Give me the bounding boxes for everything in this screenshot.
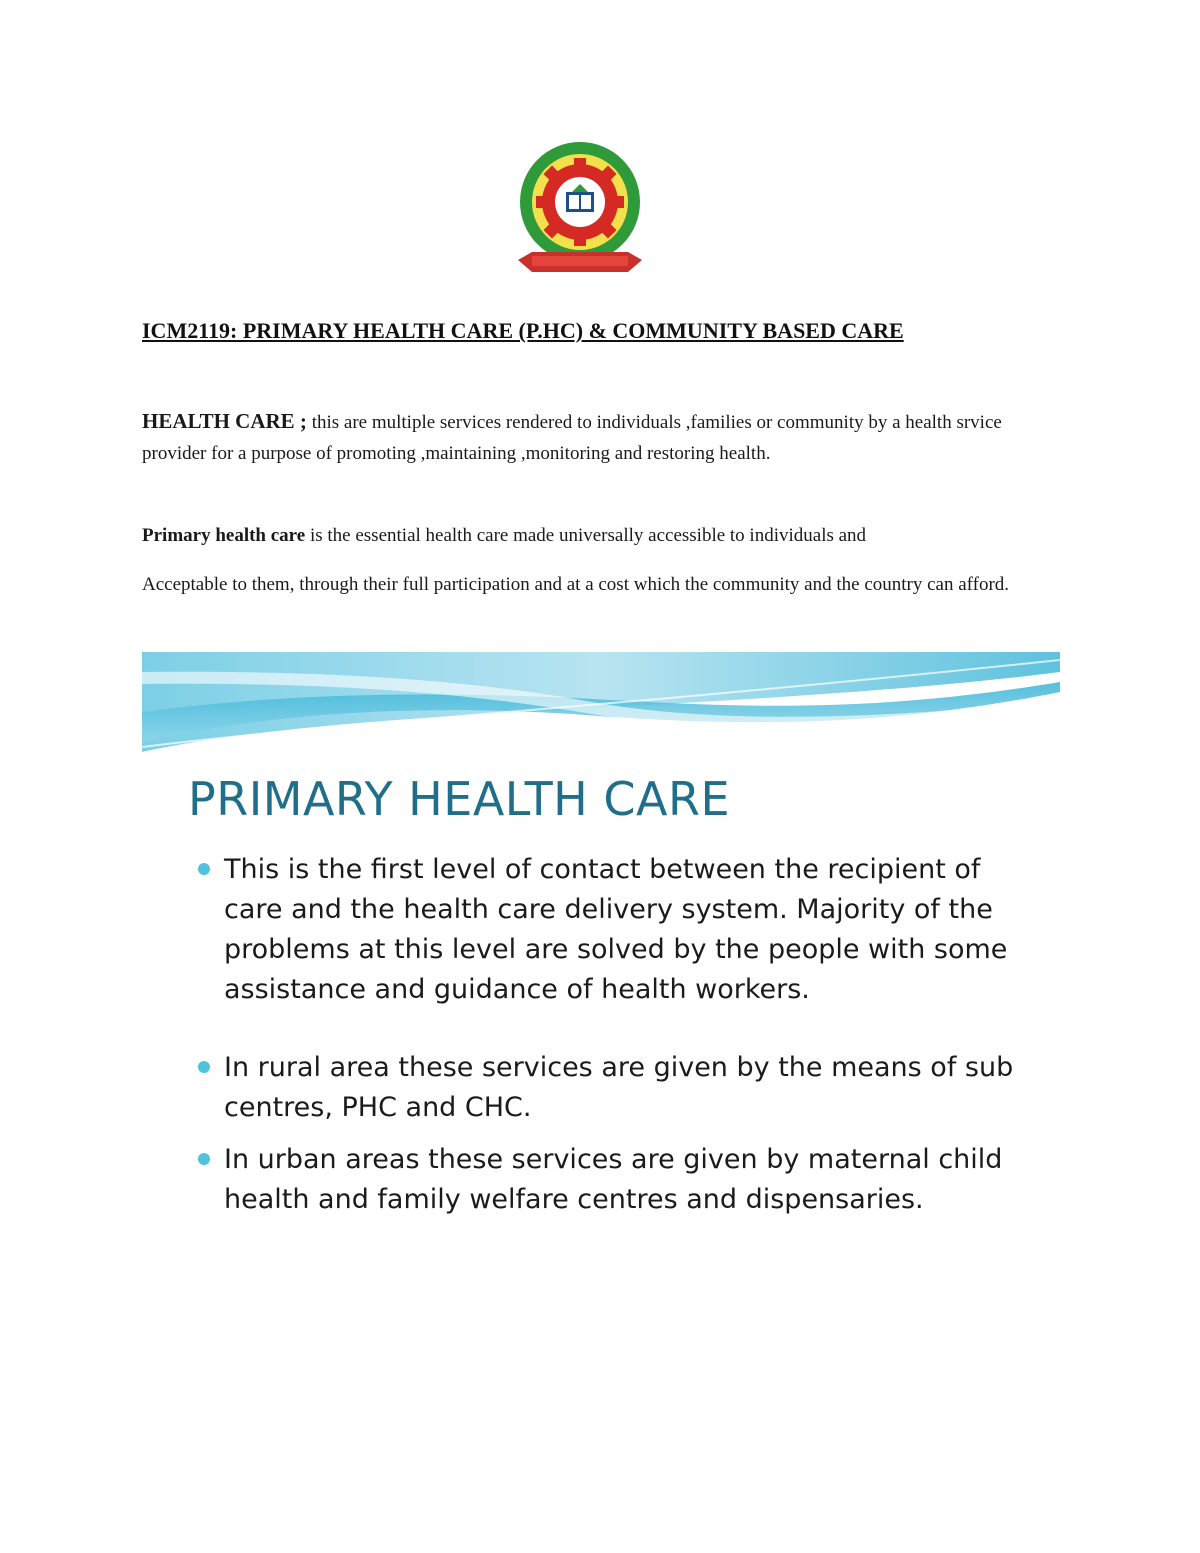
bullet-dot-icon [198,863,210,875]
health-care-definition [142,406,1062,469]
primary-health-care-definition [142,520,1062,551]
list-item [198,850,1038,1010]
bullet-dot-icon [198,1153,210,1165]
embedded-slide [142,652,1060,1292]
list-item [198,1048,1038,1128]
slide-title: PRIMARY HEALTH CARE [188,772,731,826]
bullet-text: In rural area these services are given by the means of sub centres, PHC and CHC. [224,1052,1014,1123]
health-care-term: HEALTH CARE ; [142,409,307,433]
slide-wave-banner [142,652,1060,762]
acceptable-paragraph: Acceptable to them, through their full participation and at a cost which the community and the country can afford. [142,574,1010,595]
phc-text: is the essential health care made universally accessible to individuals and [305,525,867,546]
document-title: ICM2119: PRIMARY HEALTH CARE (P.HC) & COMMUNITY BASED CARE [142,318,904,343]
university-crest-icon [514,140,646,280]
bullet-dot-icon [198,1061,210,1073]
list-item [198,1140,1038,1220]
bullet-text: This is the first level of contact between the recipient of care and the health care delivery system. Majority of the problems at this level are solved by the people with some assistance and guidance of health workers. [224,854,1008,1005]
slide-bullet-list [198,850,1038,1232]
bullet-text: In urban areas these services are given by maternal child health and family welfare centres and dispensaries. [224,1144,1003,1215]
phc-term: Primary health care [142,525,306,546]
health-care-text: this are multiple services rendered to individuals ,families or community by a health srvice provider for a purpose of promoting ,maintaining ,monitoring and restoring health. [142,412,1002,464]
